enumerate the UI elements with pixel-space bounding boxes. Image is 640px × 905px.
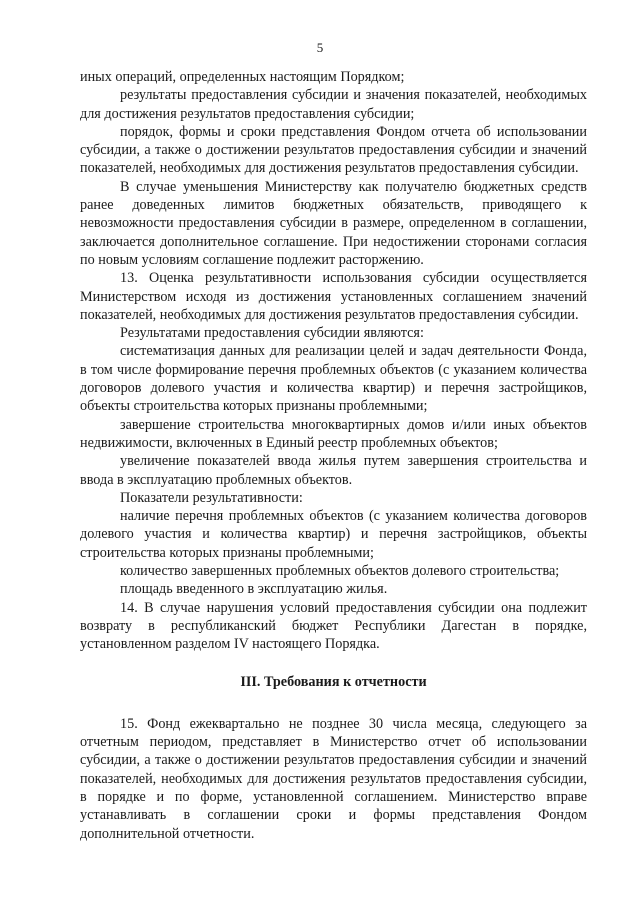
- paragraph: иных операций, определенных настоящим Порядком;: [80, 69, 405, 85]
- paragraph: 15. Фонд ежеквартально не позднее 30 числа месяца, следующего за отчетным периодом, представляет в Министерство отчет об использовании субсидии, а также о достижении результатов предоставления субсидии и значений показателей, необходимых для достижения результатов предоставления субсидии, в порядке и по форме, установленной соглашением. Министерство вправе устанавливать в соглашении сроки и формы представления Фондом дополнительной отчетности.: [80, 715, 587, 842]
- paragraph: 13. Оценка результативности использования субсидии осуществляется Министерством исходя из достижения установленных соглашением значений показателей, необходимых для достижения результатов предоставления субсидии.: [80, 270, 587, 323]
- paragraph: завершение строительства многоквартирных домов и/или иных объектов недвижимости, включенных в Единый реестр проблемных объектов;: [80, 416, 587, 451]
- paragraph: наличие перечня проблемных объектов (с указанием количества договоров долевого участия и количества квартир) и перечня застройщиков, объекты строительства которых признаны проблемными;: [80, 508, 587, 561]
- paragraph: площадь введенного в эксплуатацию жилья.: [120, 581, 388, 598]
- document-body: [80, 68, 587, 843]
- paragraph: 14. В случае нарушения условий предоставления субсидии она подлежит возврату в республиканский бюджет Республики Дагестан в порядке, установленном разделом IV настоящего Порядка.: [80, 599, 587, 653]
- paragraphs-after-heading: [80, 715, 587, 843]
- section-heading: III. Требования к отчетности: [240, 673, 427, 690]
- paragraph: Результатами предоставления субсидии являются:: [120, 325, 424, 342]
- paragraph: систематизация данных для реализации целей и задач деятельности Фонда, в том числе формирование перечня проблемных объектов (с указанием количества договоров долевого участия и количества квартир) и перечня застройщиков, объекты строительства которых признаны проблемными;: [80, 343, 587, 415]
- page-number: 5: [316, 40, 324, 55]
- paragraph: В случае уменьшения Министерству как получателю бюджетных средств ранее доведенных лимитов бюджетных обязательств, приводящего к невозможности предоставления субсидии в размере, определенном в соглашении, заключается дополнительное соглашение. При недостижении сторонами согласия по новым условиям соглашение подлежит расторжению.: [80, 178, 587, 268]
- paragraphs-before-heading: [80, 68, 587, 654]
- paragraph: порядок, формы и сроки представления Фондом отчета об использовании субсидии, а также о достижении результатов предоставления субсидии и значений показателей, необходимых для достижения результатов предоставления субсидии.: [80, 123, 587, 177]
- paragraph: количество завершенных проблемных объектов долевого строительства;: [120, 563, 560, 580]
- paragraph: Показатели результативности:: [120, 489, 303, 506]
- paragraph: увеличение показателей ввода жилья путем завершения строительства и ввода в эксплуатацию проблемных объектов.: [80, 453, 587, 488]
- paragraph: результаты предоставления субсидии и значения показателей, необходимых для достижения результатов предоставления субсидии;: [80, 87, 587, 122]
